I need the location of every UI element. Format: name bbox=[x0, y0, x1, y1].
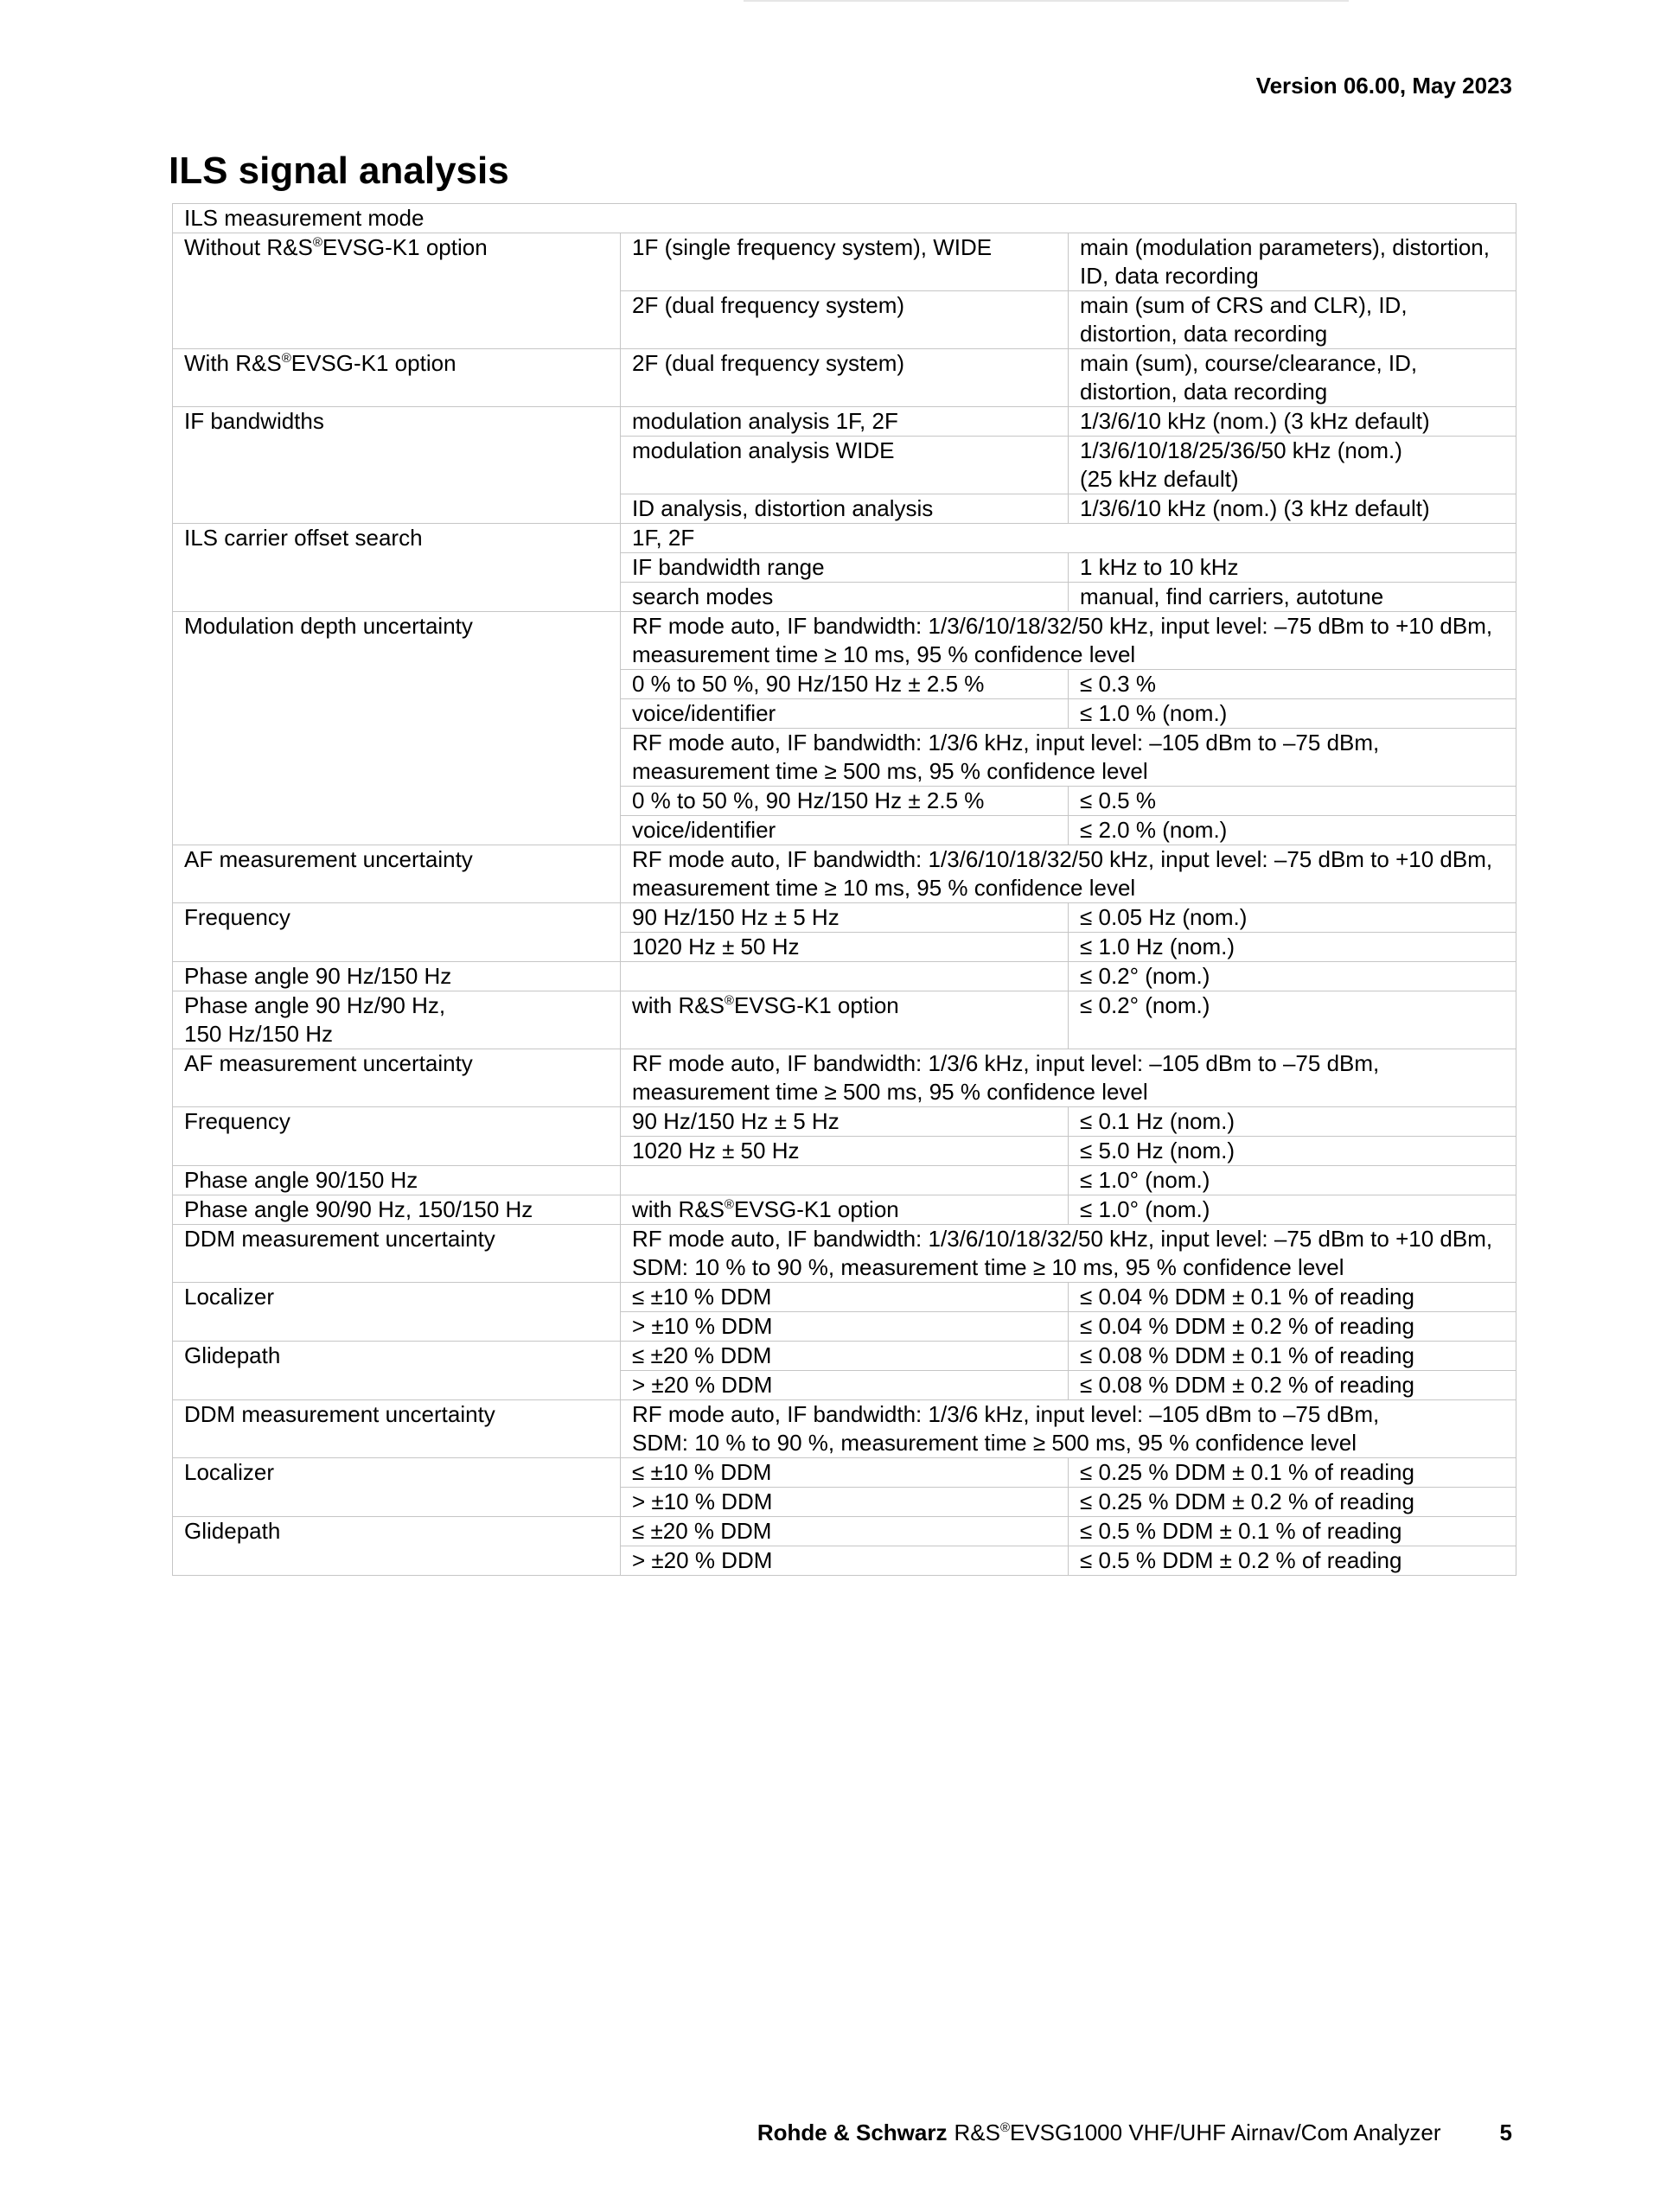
cell-mode: 0 % to 50 %, 90 Hz/150 Hz ± 2.5 % bbox=[621, 670, 1069, 699]
row-label: Localizer bbox=[173, 1458, 621, 1517]
cell-mode: 90 Hz/150 Hz ± 5 Hz bbox=[621, 903, 1069, 933]
cell-value: main (sum), course/clearance, ID, distortion, data recording bbox=[1069, 349, 1516, 407]
table-row bbox=[173, 612, 1516, 670]
cell-value: ≤ 0.5 % DDM ± 0.2 % of reading bbox=[1069, 1546, 1516, 1576]
scan-edge-line bbox=[744, 0, 1349, 2]
cell-mode: ≤ ±20 % DDM bbox=[621, 1517, 1069, 1546]
cell-mode: 2F (dual frequency system) bbox=[621, 349, 1069, 407]
cell-value: ≤ 0.04 % DDM ± 0.2 % of reading bbox=[1069, 1312, 1516, 1342]
row-label: DDM measurement uncertainty bbox=[173, 1225, 621, 1283]
table-row bbox=[173, 1107, 1516, 1137]
table-row bbox=[173, 1195, 1516, 1225]
cell-mode: ≤ ±20 % DDM bbox=[621, 1342, 1069, 1371]
cell-value: ≤ 1.0 % (nom.) bbox=[1069, 699, 1516, 729]
cell-mode bbox=[621, 1166, 1069, 1195]
cell-mode: search modes bbox=[621, 583, 1069, 612]
cell-value: 1/3/6/10 kHz (nom.) (3 kHz default) bbox=[1069, 407, 1516, 437]
row-label: ILS carrier offset search bbox=[173, 524, 621, 612]
cell-value: 1 kHz to 10 kHz bbox=[1069, 553, 1516, 583]
page-title: ILS signal analysis bbox=[169, 150, 509, 192]
cell-condition: 1F, 2F bbox=[621, 524, 1516, 553]
table-row bbox=[173, 903, 1516, 933]
page-footer bbox=[757, 2120, 1512, 2146]
row-label: Glidepath bbox=[173, 1342, 621, 1400]
cell-mode: modulation analysis 1F, 2F bbox=[621, 407, 1069, 437]
table-row bbox=[173, 1400, 1516, 1458]
table-row bbox=[173, 407, 1516, 437]
cell-mode: > ±20 % DDM bbox=[621, 1371, 1069, 1400]
row-label: Phase angle 90/150 Hz bbox=[173, 1166, 621, 1195]
cell-mode: ID analysis, distortion analysis bbox=[621, 494, 1069, 524]
cell-mode: 90 Hz/150 Hz ± 5 Hz bbox=[621, 1107, 1069, 1137]
cell-mode: with R&S®EVSG-K1 option bbox=[621, 1195, 1069, 1225]
spec-table bbox=[172, 203, 1516, 1576]
cell-value: ≤ 0.2° (nom.) bbox=[1069, 991, 1516, 1049]
cell-condition: RF mode auto, IF bandwidth: 1/3/6 kHz, input level: –105 dBm to –75 dBm, measurement time ≥ 500 ms, 95 % confidence level bbox=[621, 1049, 1516, 1107]
footer-brand: Rohde & Schwarz bbox=[757, 2120, 948, 2145]
table-row bbox=[173, 349, 1516, 407]
cell-mode: 1020 Hz ± 50 Hz bbox=[621, 1137, 1069, 1166]
cell-value: ≤ 0.04 % DDM ± 0.1 % of reading bbox=[1069, 1283, 1516, 1312]
cell-value: ≤ 0.3 % bbox=[1069, 670, 1516, 699]
row-label: With R&S®EVSG-K1 option bbox=[173, 349, 621, 407]
cell-mode: > ±10 % DDM bbox=[621, 1488, 1069, 1517]
row-label: AF measurement uncertainty bbox=[173, 1049, 621, 1107]
row-label: Frequency bbox=[173, 1107, 621, 1166]
table-row bbox=[173, 1166, 1516, 1195]
cell-condition: RF mode auto, IF bandwidth: 1/3/6 kHz, input level: –105 dBm to –75 dBm, measurement time ≥ 500 ms, 95 % confidence level bbox=[621, 729, 1516, 787]
row-label: Phase angle 90 Hz/150 Hz bbox=[173, 962, 621, 991]
cell-condition: RF mode auto, IF bandwidth: 1/3/6/10/18/32/50 kHz, input level: –75 dBm to +10 dBm, SDM: 10 % to 90 %, measurement time ≥ 10 ms, 95 % confidence level bbox=[621, 1225, 1516, 1283]
row-label: Glidepath bbox=[173, 1517, 621, 1576]
cell-mode: > ±20 % DDM bbox=[621, 1546, 1069, 1576]
page-number: 5 bbox=[1499, 2120, 1512, 2145]
cell-value: ≤ 5.0 Hz (nom.) bbox=[1069, 1137, 1516, 1166]
row-label: Modulation depth uncertainty bbox=[173, 612, 621, 845]
row-label: Frequency bbox=[173, 903, 621, 962]
cell-mode: IF bandwidth range bbox=[621, 553, 1069, 583]
table-row bbox=[173, 962, 1516, 991]
cell-condition: RF mode auto, IF bandwidth: 1/3/6 kHz, input level: –105 dBm to –75 dBm, SDM: 10 % to 90 %, measurement time ≥ 500 ms, 95 % confidence level bbox=[621, 1400, 1516, 1458]
cell-value: 1/3/6/10/18/25/36/50 kHz (nom.) (25 kHz default) bbox=[1069, 437, 1516, 494]
cell-value: ≤ 0.1 Hz (nom.) bbox=[1069, 1107, 1516, 1137]
cell-mode: 0 % to 50 %, 90 Hz/150 Hz ± 2.5 % bbox=[621, 787, 1069, 816]
cell-mode: with R&S®EVSG-K1 option bbox=[621, 991, 1069, 1049]
row-label: ILS measurement mode bbox=[173, 204, 1516, 233]
row-label: Without R&S®EVSG-K1 option bbox=[173, 233, 621, 349]
cell-value: ≤ 1.0° (nom.) bbox=[1069, 1166, 1516, 1195]
cell-value: main (sum of CRS and CLR), ID, distortion, data recording bbox=[1069, 291, 1516, 349]
cell-value: ≤ 1.0° (nom.) bbox=[1069, 1195, 1516, 1225]
table-row bbox=[173, 233, 1516, 291]
cell-value: manual, find carriers, autotune bbox=[1069, 583, 1516, 612]
row-label: Localizer bbox=[173, 1283, 621, 1342]
row-label: AF measurement uncertainty bbox=[173, 845, 621, 903]
cell-mode: 1020 Hz ± 50 Hz bbox=[621, 933, 1069, 962]
cell-condition: RF mode auto, IF bandwidth: 1/3/6/10/18/32/50 kHz, input level: –75 dBm to +10 dBm, measurement time ≥ 10 ms, 95 % confidence level bbox=[621, 845, 1516, 903]
table-row bbox=[173, 524, 1516, 553]
cell-mode: ≤ ±10 % DDM bbox=[621, 1283, 1069, 1312]
cell-value: ≤ 0.2° (nom.) bbox=[1069, 962, 1516, 991]
cell-value: ≤ 2.0 % (nom.) bbox=[1069, 816, 1516, 845]
table-row bbox=[173, 1049, 1516, 1107]
cell-mode: > ±10 % DDM bbox=[621, 1312, 1069, 1342]
table-row bbox=[173, 1458, 1516, 1488]
footer-product: R&S®EVSG1000 VHF/UHF Airnav/Com Analyzer bbox=[954, 2120, 1441, 2145]
table-row bbox=[173, 991, 1516, 1049]
cell-mode: voice/identifier bbox=[621, 699, 1069, 729]
table-row bbox=[173, 845, 1516, 903]
cell-value: ≤ 0.5 % DDM ± 0.1 % of reading bbox=[1069, 1517, 1516, 1546]
cell-mode bbox=[621, 962, 1069, 991]
cell-value: ≤ 0.25 % DDM ± 0.2 % of reading bbox=[1069, 1488, 1516, 1517]
cell-value: ≤ 0.05 Hz (nom.) bbox=[1069, 903, 1516, 933]
cell-mode: ≤ ±10 % DDM bbox=[621, 1458, 1069, 1488]
cell-value: ≤ 0.08 % DDM ± 0.2 % of reading bbox=[1069, 1371, 1516, 1400]
cell-value: 1/3/6/10 kHz (nom.) (3 kHz default) bbox=[1069, 494, 1516, 524]
row-label: DDM measurement uncertainty bbox=[173, 1400, 621, 1458]
row-label: IF bandwidths bbox=[173, 407, 621, 524]
cell-mode: 2F (dual frequency system) bbox=[621, 291, 1069, 349]
cell-mode: 1F (single frequency system), WIDE bbox=[621, 233, 1069, 291]
row-label: Phase angle 90/90 Hz, 150/150 Hz bbox=[173, 1195, 621, 1225]
cell-mode: voice/identifier bbox=[621, 816, 1069, 845]
table-row bbox=[173, 204, 1516, 233]
cell-condition: RF mode auto, IF bandwidth: 1/3/6/10/18/32/50 kHz, input level: –75 dBm to +10 dBm, measurement time ≥ 10 ms, 95 % confidence level bbox=[621, 612, 1516, 670]
row-label: Phase angle 90 Hz/90 Hz, 150 Hz/150 Hz bbox=[173, 991, 621, 1049]
cell-value: ≤ 1.0 Hz (nom.) bbox=[1069, 933, 1516, 962]
cell-value: ≤ 0.25 % DDM ± 0.1 % of reading bbox=[1069, 1458, 1516, 1488]
table-row bbox=[173, 1283, 1516, 1312]
version-label: Version 06.00, May 2023 bbox=[1255, 73, 1512, 99]
cell-value: main (modulation parameters), distortion, ID, data recording bbox=[1069, 233, 1516, 291]
table-row bbox=[173, 1342, 1516, 1371]
cell-value: ≤ 0.08 % DDM ± 0.1 % of reading bbox=[1069, 1342, 1516, 1371]
table-row bbox=[173, 1225, 1516, 1283]
table-row bbox=[173, 1517, 1516, 1546]
cell-mode: modulation analysis WIDE bbox=[621, 437, 1069, 494]
cell-value: ≤ 0.5 % bbox=[1069, 787, 1516, 816]
